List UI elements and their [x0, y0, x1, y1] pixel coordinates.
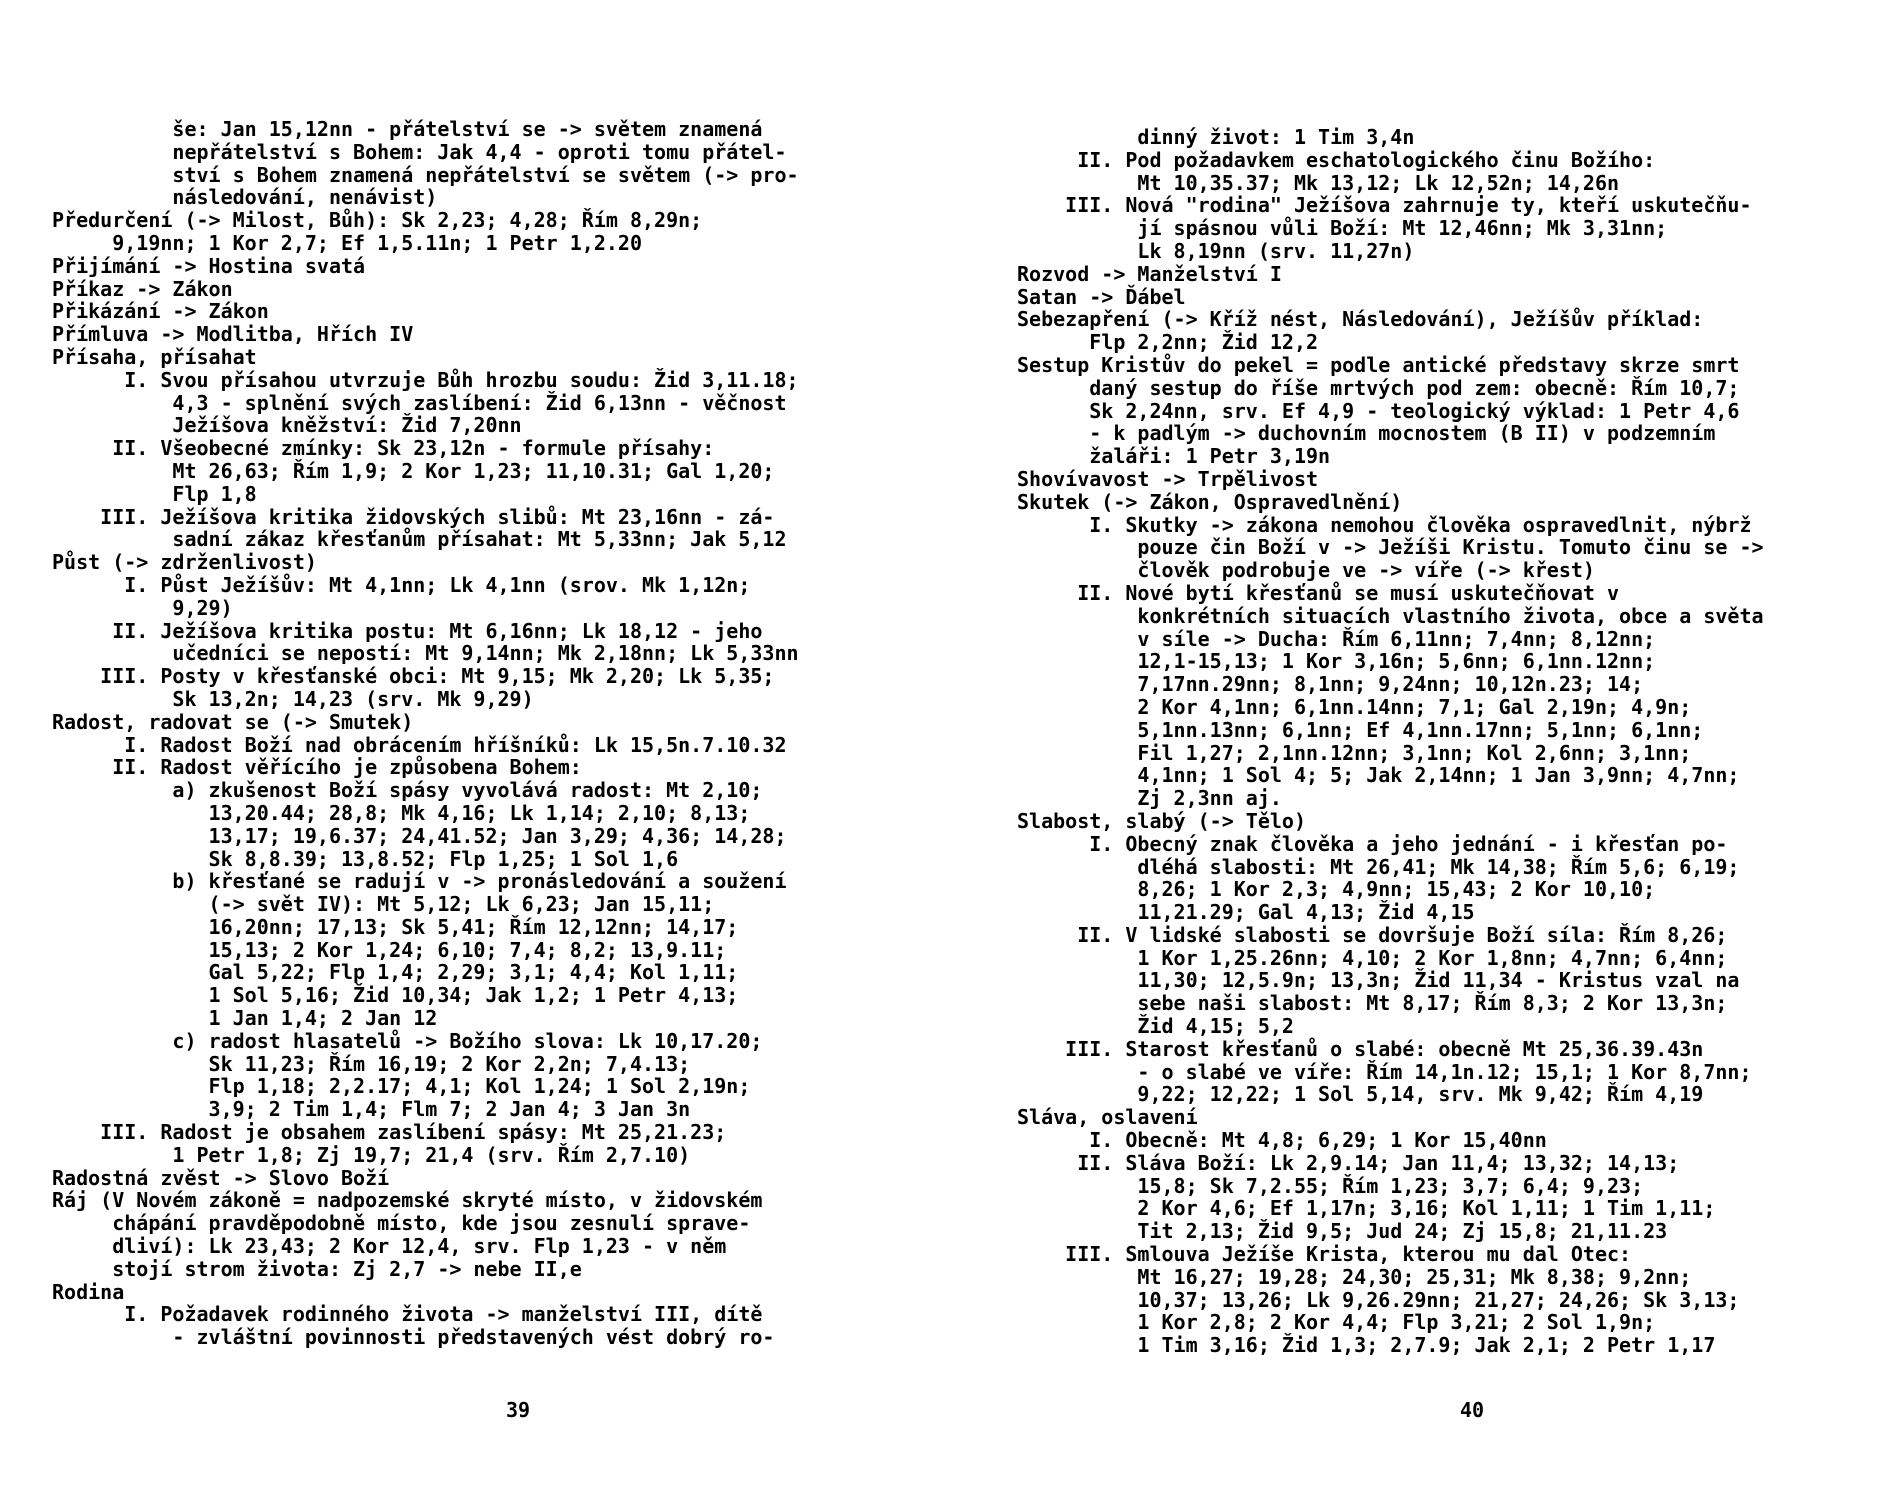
- text-line: I. Obecný znak člověka a jeho jednání - i křesťan po-: [1017, 831, 1728, 856]
- text-line: Sestup Kristův do pekel = podle antické představy skrze smrt: [1017, 352, 1740, 377]
- text-line: dinný život: 1 Tim 3,4n: [1017, 125, 1415, 149]
- text-line: nepřátelství s Bohem: Jak 4,4 - oproti tomu přátel-: [52, 139, 787, 164]
- text-line: II. Nové bytí křesťanů se musí uskutečňovat v: [1017, 580, 1620, 605]
- text-line: Zj 2,3nn aj.: [1017, 786, 1282, 811]
- text-line: Rozvod -> Manželství I: [1017, 261, 1282, 286]
- text-line: III. Smlouva Ježíše Krista, kterou mu dal Otec:: [1017, 1242, 1632, 1267]
- text-line: Sláva, oslavení: [1017, 1105, 1198, 1130]
- text-line: 1 Tim 3,16; Žid 1,3; 2,7.9; Jak 2,1; 2 Petr 1,17: [1017, 1333, 1716, 1358]
- text-line: Sk 13,2n; 14,23 (srv. Mk 9,29): [52, 686, 534, 711]
- text-line: 1 Kor 1,25.26nn; 4,10; 2 Kor 1,8nn; 4,7nn; 6,4nn;: [1017, 945, 1728, 970]
- text-line: I. Půst Ježíšův: Mt 4,1nn; Lk 4,1nn (srov. Mk 1,12n;: [52, 572, 751, 597]
- text-line: II. Pod požadavkem eschatologického činu Božího:: [1017, 147, 1656, 172]
- text-line: 9,29): [52, 595, 233, 620]
- left-page-text: [52, 118, 902, 1349]
- text-line: Ježíšova kněžství: Žid 7,20nn: [52, 413, 522, 438]
- text-line: - o slabé ve víře: Řím 14,1n.12; 15,1; 1 Kor 8,7nn;: [1017, 1059, 1752, 1084]
- text-line: Přísaha, přísahat: [52, 344, 257, 369]
- text-line: 10,37; 13,26; Lk 9,26.29nn; 21,27; 24,26; Sk 3,13;: [1017, 1287, 1740, 1312]
- text-line: sebe naši slabost: Mt 8,17; Řím 8,3; 2 Kor 13,3n;: [1017, 991, 1728, 1016]
- text-line: III. Posty v křesťanské obci: Mt 9,15; Mk 2,20; Lk 5,35;: [52, 664, 775, 689]
- text-line: 15,13; 2 Kor 1,24; 6,10; 7,4; 8,2; 13,9.11;: [52, 937, 727, 962]
- text-line: III. Ježíšova kritika židovských slibů: Mt 23,16nn - zá-: [52, 504, 775, 529]
- text-line: pouze čin Boží v -> Ježíši Kristu. Tomuto činu se ->: [1017, 535, 1764, 560]
- text-line: (-> svět IV): Mt 5,12; Lk 6,23; Jan 15,11;: [52, 892, 715, 917]
- text-line: I. Skutky -> zákona nemohou člověka ospravedlnit, nýbrž: [1017, 512, 1752, 537]
- text-line: 13,20.44; 28,8; Mk 4,16; Lk 1,14; 2,10; 8,13;: [52, 800, 751, 825]
- text-line: jí spásnou vůli Boží: Mt 12,46nn; Mk 3,31nn;: [1017, 216, 1668, 241]
- text-line: sadní zákaz křesťanům přísahat: Mt 5,33nn; Jak 5,12: [52, 527, 787, 552]
- text-line: I. Obecně: Mt 4,8; 6,29; 1 Kor 15,40nn: [1017, 1128, 1547, 1153]
- text-line: II. Všeobecné zmínky: Sk 23,12n - formule přísahy:: [52, 436, 715, 461]
- text-line: Rodina: [52, 1279, 125, 1304]
- text-line: 9,19nn; 1 Kor 2,7; Ef 1,5.11n; 1 Petr 1,2.20: [52, 230, 643, 255]
- text-line: 12,1-15,13; 1 Kor 3,16n; 5,6nn; 6,1nn.12nn;: [1017, 649, 1656, 674]
- text-line: II. V lidské slabosti se dovršuje Boží síla: Řím 8,26;: [1017, 922, 1728, 947]
- text-line: Shovívavost -> Trpělivost: [1017, 466, 1319, 491]
- text-line: Předurčení (-> Milost, Bůh): Sk 2,23; 4,28; Řím 8,29n;: [52, 208, 703, 233]
- text-line: 11,30; 12,5.9n; 13,3n; Žid 11,34 - Kristus vzal na: [1017, 968, 1740, 993]
- text-line: Sk 11,23; Řím 16,19; 2 Kor 2,2n; 7,4.13;: [52, 1051, 691, 1076]
- text-line: c) radost hlasatelů -> Božího slova: Lk 10,17.20;: [52, 1028, 763, 1053]
- text-line: II. Ježíšova kritika postu: Mt 6,16nn; Lk 18,12 - jeho: [52, 618, 763, 643]
- text-line: Příkaz -> Zákon: [52, 276, 233, 301]
- text-line: Půst (-> zdrženlivost): [52, 550, 317, 575]
- text-line: v síle -> Ducha: Řím 6,11nn; 7,4nn; 8,12nn;: [1017, 626, 1656, 651]
- right-page: [949, 0, 1898, 1500]
- text-line: 8,26; 1 Kor 2,3; 4,9nn; 15,43; 2 Kor 10,10;: [1017, 877, 1656, 902]
- text-line: Mt 26,63; Řím 1,9; 2 Kor 1,23; 11,10.31; Gal 1,20;: [52, 458, 775, 483]
- text-line: 16,20nn; 17,13; Sk 5,41; Řím 12,12nn; 14,17;: [52, 914, 739, 939]
- text-line: člověk podrobuje ve -> víře (-> křest): [1017, 558, 1595, 583]
- text-line: I. Svou přísahou utvrzuje Bůh hrozbu soudu: Žid 3,11.18;: [52, 367, 799, 392]
- text-line: 13,17; 19,6.37; 24,41.52; Jan 3,29; 4,36; 14,28;: [52, 823, 787, 848]
- text-line: Přímluva -> Modlitba, Hřích IV: [52, 322, 414, 347]
- text-line: Lk 8,19nn (srv. 11,27n): [1017, 238, 1415, 263]
- text-line: ství s Bohem znamená nepřátelství se světem (-> pro-: [52, 162, 799, 187]
- text-line: Mt 10,35.37; Mk 13,12; Lk 12,52n; 14,26n: [1017, 170, 1620, 195]
- text-line: Sk 2,24nn, srv. Ef 4,9 - teologický výklad: 1 Petr 4,6: [1017, 398, 1740, 423]
- text-line: daný sestup do říše mrtvých pod zem: obecně: Řím 10,7;: [1017, 375, 1740, 400]
- text-line: Radost, radovat se (-> Smutek): [52, 709, 414, 734]
- text-line: III. Starost křesťanů o slabé: obecně Mt 25,36.39.43n: [1017, 1036, 1704, 1061]
- text-line: 5,1nn.13nn; 6,1nn; Ef 4,1nn.17nn; 5,1nn; 6,1nn;: [1017, 717, 1704, 742]
- text-line: Radostná zvěst -> Slovo Boží: [52, 1165, 390, 1190]
- text-line: 1 Jan 1,4; 2 Jan 12: [52, 1006, 438, 1031]
- text-line: 15,8; Sk 7,2.55; Řím 1,23; 3,7; 6,4; 9,23;: [1017, 1173, 1644, 1198]
- text-line: II. Radost věřícího je způsobena Bohem:: [52, 755, 582, 780]
- text-line: 4,3 - splnění svých zaslíbení: Žid 6,13nn - věčnost: [52, 390, 787, 415]
- text-line: Flp 1,18; 2,2.17; 4,1; Kol 1,24; 1 Sol 2,19n;: [52, 1074, 751, 1099]
- text-line: žaláři: 1 Petr 3,19n: [1017, 444, 1331, 469]
- text-line: - k padlým -> duchovním mocnostem (B II) v podzemním: [1017, 421, 1716, 446]
- text-line: dléhá slabosti: Mt 26,41; Mk 14,38; Řím 5,6; 6,19;: [1017, 854, 1740, 879]
- text-line: II. Sláva Boží: Lk 2,9.14; Jan 11,4; 13,32; 14,13;: [1017, 1150, 1680, 1175]
- text-line: stojí strom života: Zj 2,7 -> nebe II,e: [52, 1256, 582, 1281]
- text-line: následování, nenávist): [52, 185, 438, 210]
- text-line: b) křesťané se radují v -> pronásledování a soužení: [52, 869, 787, 894]
- text-line: Sk 8,8.39; 13,8.52; Flp 1,25; 1 Sol 1,6: [52, 846, 679, 871]
- text-line: - zvláštní povinnosti představených vést dobrý ro-: [52, 1325, 775, 1350]
- text-line: I. Radost Boží nad obrácením hříšníků: Lk 15,5n.7.10.32: [52, 732, 787, 757]
- text-line: še: Jan 15,12nn - přátelství se -> světem znamená: [52, 117, 763, 141]
- text-line: Flp 2,2nn; Žid 12,2: [1017, 330, 1319, 355]
- text-line: 7,17nn.29nn; 8,1nn; 9,24nn; 10,12n.23; 14;: [1017, 672, 1644, 697]
- text-line: a) zkušenost Boží spásy vyvolává radost: Mt 2,10;: [52, 778, 763, 803]
- right-page-number: 40: [1460, 1398, 1485, 1422]
- text-line: Mt 16,27; 19,28; 24,30; 25,31; Mk 8,38; 9,2nn;: [1017, 1264, 1692, 1289]
- text-line: Přikázání -> Zákon: [52, 299, 269, 324]
- text-line: 2 Kor 4,1nn; 6,1nn.14nn; 7,1; Gal 2,19n; 4,9n;: [1017, 694, 1692, 719]
- text-line: Slabost, slabý (-> Tělo): [1017, 808, 1306, 833]
- text-line: Fil 1,27; 2,1nn.12nn; 3,1nn; Kol 2,6nn; 3,1nn;: [1017, 740, 1692, 765]
- text-line: konkrétních situacích vlastního života, obce a světa: [1017, 603, 1764, 628]
- right-page-text: [1017, 126, 1867, 1357]
- text-line: III. Radost je obsahem zaslíbení spásy: Mt 25,21.23;: [52, 1120, 727, 1145]
- text-line: Satan -> Ďábel: [1017, 284, 1186, 309]
- text-line: Gal 5,22; Flp 1,4; 2,29; 3,1; 4,4; Kol 1,11;: [52, 960, 739, 985]
- text-line: 1 Petr 1,8; Zj 19,7; 21,4 (srv. Řím 2,7.10): [52, 1142, 691, 1167]
- text-line: dliví): Lk 23,43; 2 Kor 12,4, srv. Flp 1,23 - v něm: [52, 1234, 727, 1259]
- text-line: Žid 4,15; 5,2: [1017, 1014, 1294, 1039]
- text-line: 1 Kor 2,8; 2 Kor 4,4; Flp 3,21; 2 Sol 1,9n;: [1017, 1310, 1656, 1335]
- text-line: 2 Kor 4,6; Ef 1,17n; 3,16; Kol 1,11; 1 Tim 1,11;: [1017, 1196, 1716, 1221]
- text-line: Přijímání -> Hostina svatá: [52, 253, 366, 278]
- text-line: Sebezapření (-> Kříž nést, Následování), Ježíšův příklad:: [1017, 307, 1704, 332]
- text-line: učedníci se nepostí: Mt 9,14nn; Mk 2,18nn; Lk 5,33nn: [52, 641, 799, 666]
- text-line: 1 Sol 5,16; Žid 10,34; Jak 1,2; 1 Petr 4,13;: [52, 983, 739, 1008]
- text-line: III. Nová "rodina" Ježíšova zahrnuje ty, kteří uskutečňu-: [1017, 193, 1752, 218]
- text-line: I. Požadavek rodinného života -> manželství III, dítě: [52, 1302, 763, 1327]
- text-line: 9,22; 12,22; 1 Sol 5,14, srv. Mk 9,42; Řím 4,19: [1017, 1082, 1704, 1107]
- text-line: 4,1nn; 1 Sol 4; 5; Jak 2,14nn; 1 Jan 3,9nn; 4,7nn;: [1017, 763, 1740, 788]
- text-line: 11,21.29; Gal 4,13; Žid 4,15: [1017, 900, 1475, 925]
- text-line: Tit 2,13; Žid 9,5; Jud 24; Zj 15,8; 21,11.23: [1017, 1219, 1668, 1244]
- text-line: 3,9; 2 Tim 1,4; Flm 7; 2 Jan 4; 3 Jan 3n: [52, 1097, 691, 1122]
- text-line: chápání pravděpodobně místo, kde jsou zesnulí sprave-: [52, 1211, 751, 1236]
- text-line: Ráj (V Novém zákoně = nadpozemské skryté místo, v židovském: [52, 1188, 763, 1213]
- text-line: Flp 1,8: [52, 481, 257, 506]
- text-line: Skutek (-> Zákon, Ospravedlnění): [1017, 489, 1403, 514]
- left-page-number: 39: [506, 1398, 531, 1422]
